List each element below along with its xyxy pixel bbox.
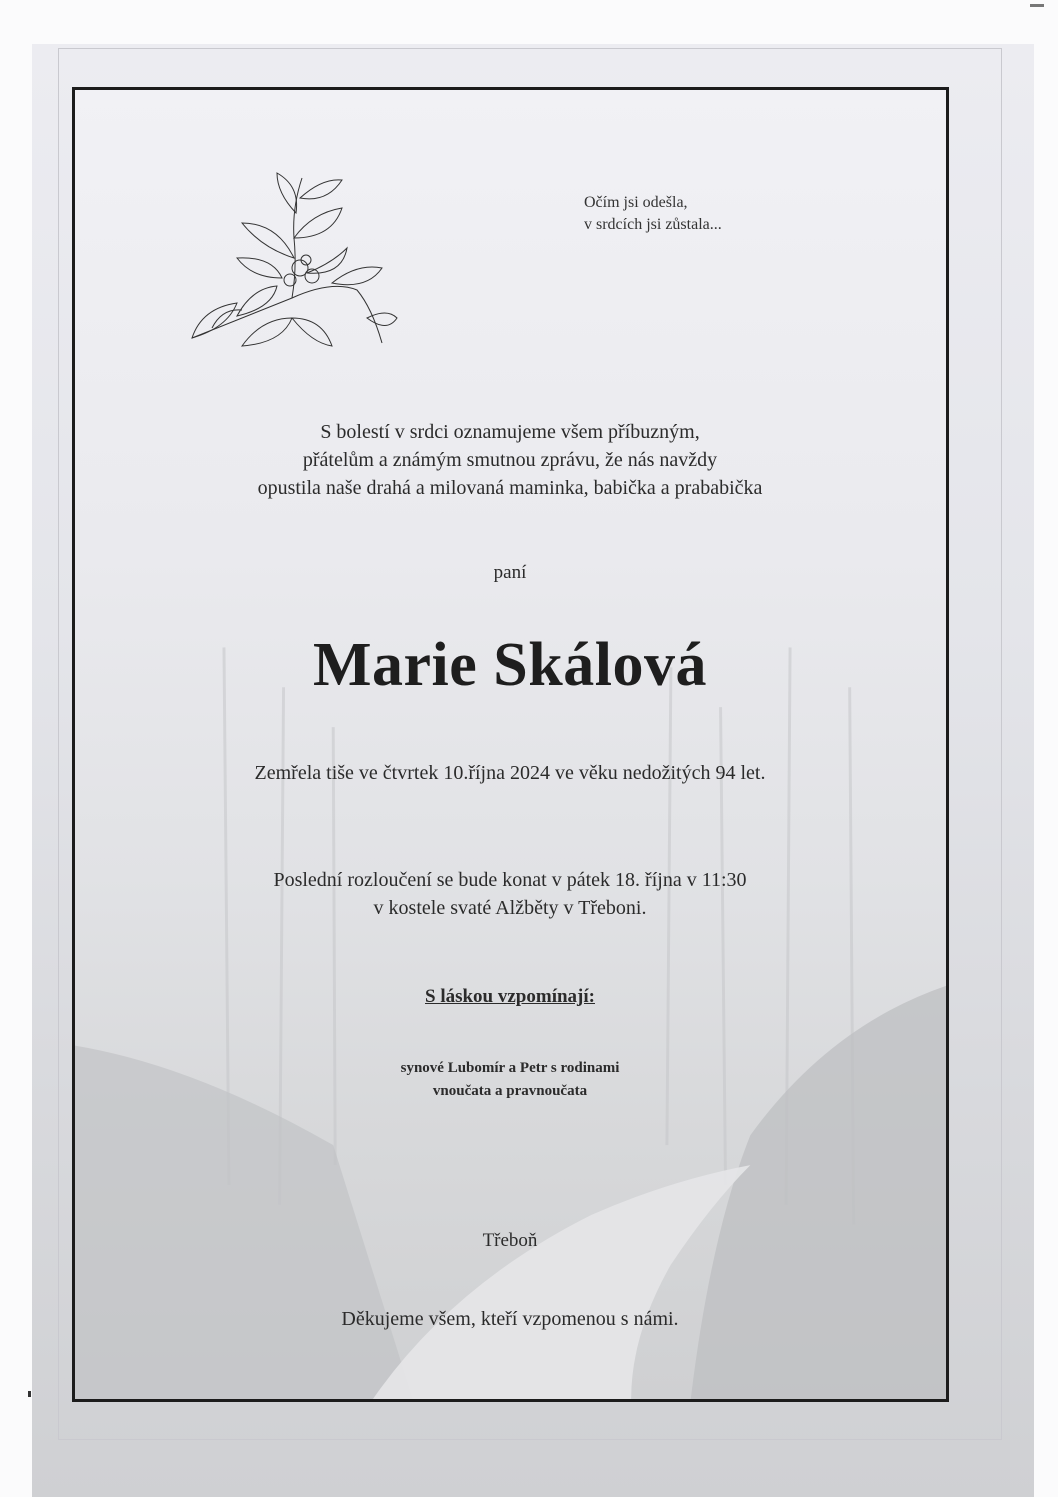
blueberry-sprig-illustration xyxy=(182,168,412,358)
remembrance-heading: S láskou vzpomínají: xyxy=(425,986,595,1007)
mourners-list xyxy=(160,1057,860,1103)
thanks-line: Děkujeme všem, kteří vzpomenou s námi. xyxy=(341,1308,679,1330)
poem-line: v srdcích jsi zůstala... xyxy=(584,216,722,233)
scan-speck xyxy=(28,1391,31,1397)
mourners-line: synové Lubomír a Petr s rodinami xyxy=(400,1060,620,1076)
place-name: Třeboň xyxy=(482,1230,538,1251)
funeral-details xyxy=(120,866,900,922)
announcement-text xyxy=(160,418,860,502)
honorific: paní xyxy=(493,562,527,583)
announcement-line: S bolestí v srdci oznamujeme všem příbuzným, xyxy=(320,421,700,443)
poem-line: Očím jsi odešla, xyxy=(584,194,688,211)
funeral-line: Poslední rozloučení se bude konat v pátek 18. října v 11:30 xyxy=(273,869,747,891)
mourners-line: vnoučata a pravnoučata xyxy=(432,1083,588,1099)
deceased-name: Marie Skálová xyxy=(313,631,707,699)
poem-verse xyxy=(584,192,722,236)
scan-mark xyxy=(1030,4,1044,7)
funeral-line: v kostele svaté Alžběty v Třeboni. xyxy=(373,897,647,919)
announcement-line: opustila naše drahá a milovaná maminka, babička a prababička xyxy=(257,477,763,499)
announcement-line: přátelům a známým smutnou zprávu, že nás navždy xyxy=(302,449,718,471)
death-notice: Zemřela tiše ve čtvrtek 10.října 2024 ve věku nedožitých 94 let. xyxy=(254,762,766,784)
